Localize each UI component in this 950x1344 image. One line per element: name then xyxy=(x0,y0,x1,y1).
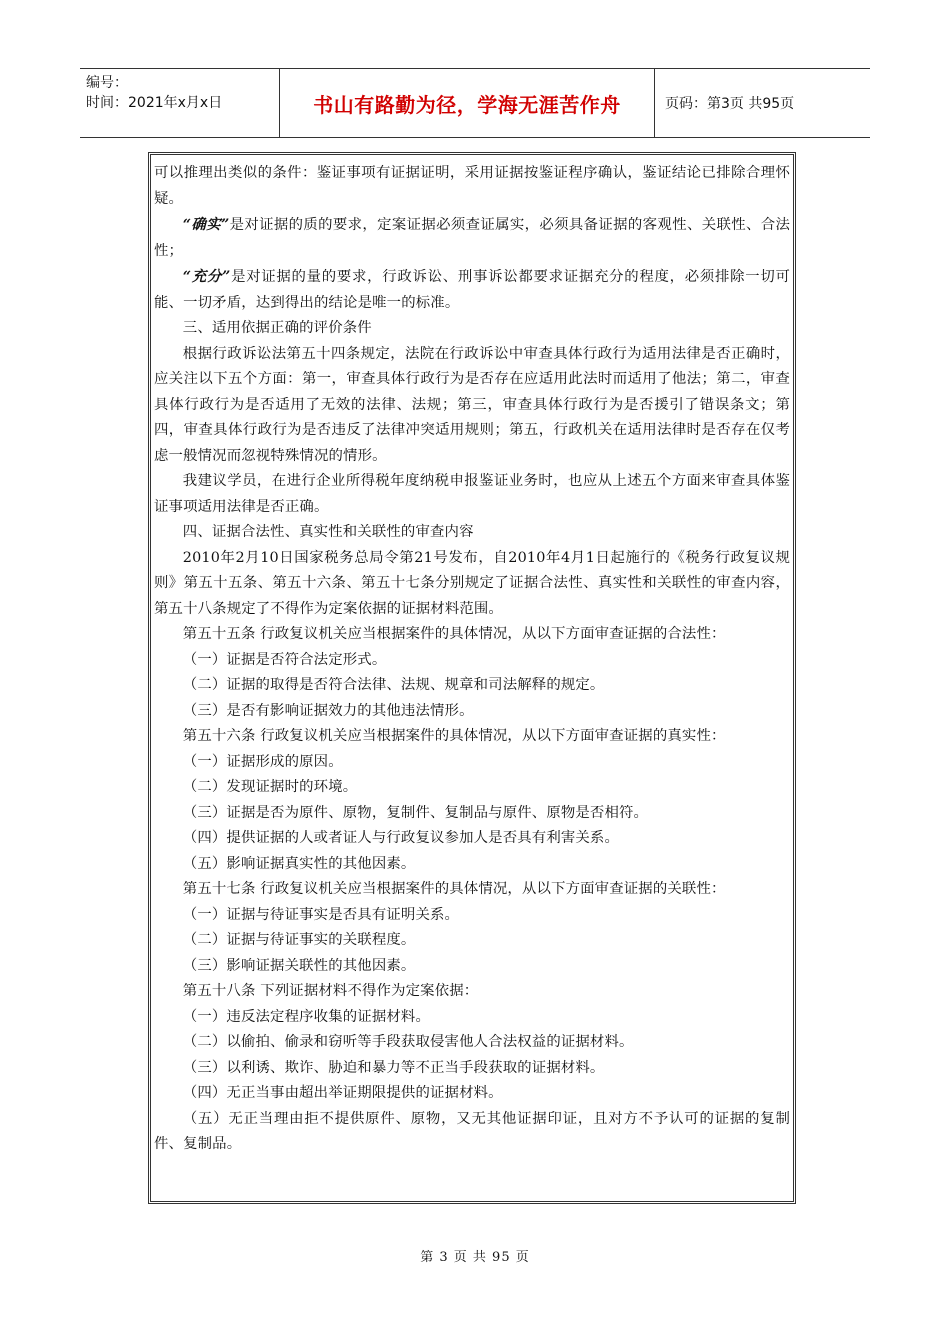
article-55: 第五十五条 行政复议机关应当根据案件的具体情况，从以下方面审查证据的合法性： xyxy=(182,626,726,642)
paragraph xyxy=(154,212,790,264)
list-item: （四）无正当事由超出举证期限提供的证据材料。 xyxy=(182,1085,503,1101)
list-item: （一）违反法定程序收集的证据材料。 xyxy=(182,1008,430,1025)
paragraph-text: 是对证据的量的要求，行政诉讼、刑事诉讼都要求证据充分的程度，必须排除一切可能、一切矛盾，达到得出的结论是唯一的标准。 xyxy=(154,269,790,311)
date-label: 时间：2021年x月x日 xyxy=(86,95,223,111)
term-queshi: “确实” xyxy=(182,216,230,233)
page-footer: 第 3 页 共 95 页 xyxy=(420,1250,530,1265)
list-item: （一）证据形成的原因。 xyxy=(182,753,343,770)
number-label: 编号： xyxy=(86,75,128,91)
page-header xyxy=(80,68,870,138)
list-item: （二）发现证据时的环境。 xyxy=(182,779,358,795)
list-item: （一）证据与待证事实是否具有证明关系。 xyxy=(182,906,460,923)
section-heading: 四、证据合法性、真实性和关联性的审查内容 xyxy=(182,524,474,540)
term-chongfen: “充分” xyxy=(182,268,231,285)
list-item: （二）以偷拍、偷录和窃听等手段获取侵害他人合法权益的证据材料。 xyxy=(182,1034,634,1050)
content-body xyxy=(154,161,790,1158)
list-item: （三）以利诱、欺诈、胁迫和暴力等不正当手段获取的证据材料。 xyxy=(182,1059,605,1076)
paragraph: 我建议学员，在进行企业所得税年度纳税申报鉴证业务时，也应从上述五个方面来审查具体鉴证事项适用法律是否正确。 xyxy=(154,473,790,515)
list-item: （三）是否有影响证据效力的其他违法情形。 xyxy=(182,702,474,719)
paragraph: 2010年2月10日国家税务总局令第21号发布，自2010年4月1日起施行的《税务行政复议规则》第五十五条、第五十六条、第五十七条分别规定了证据合法性、真实性和关联性的审查内容，第五十八条规定了不得作为定案依据的证据材料范围。 xyxy=(154,549,790,617)
content-box xyxy=(148,152,796,1204)
article-57: 第五十七条 行政复议机关应当根据案件的具体情况，从以下方面审查证据的关联性： xyxy=(182,881,726,897)
header-motto: 书山有路勤为径，学海无涯苦作舟 xyxy=(313,92,621,117)
paragraph: 可以推理出类似的条件：鉴证事项有证据证明，采用证据按鉴证程序确认，鉴证结论已排除合理怀疑。 xyxy=(154,165,790,207)
header-divider xyxy=(654,69,655,137)
list-item: （三）证据是否为原件、原物，复制件、复制品与原件、原物是否相符。 xyxy=(182,804,649,821)
list-item: （五）无正当理由拒不提供原件、原物，又无其他证据印证，且对方不予认可的证据的复制件、复制品。 xyxy=(154,1110,790,1152)
article-58: 第五十八条 下列证据材料不得作为定案依据： xyxy=(182,983,479,999)
list-item: （二）证据的取得是否符合法律、法规、规章和司法解释的规定。 xyxy=(182,677,605,693)
paragraph-text: 是对证据的质的要求，定案证据必须查证属实，必须具备证据的客观性、关联性、合法性； xyxy=(154,217,791,259)
article-56: 第五十六条 行政复议机关应当根据案件的具体情况，从以下方面审查证据的真实性： xyxy=(182,728,726,744)
paragraph: 根据行政诉讼法第五十四条规定，法院在行政诉讼中审查具体行政行为适用法律是否正确时，应关注以下五个方面：第一，审查具体行政行为是否存在应适用此法时而适用了他法；第二，审查具体行政行为是否适用了无效的法律、法规；第三，审查具体行政行为是否援引了错误条文；第四，审查具体行政行为是否违反了法律冲突适用规则；第五，行政机关在适用法律时是否存在仅考虑一般情况而忽视特殊情况的情形。 xyxy=(154,345,790,464)
header-page-info: 页码：第3页 共95页 xyxy=(665,96,795,112)
list-item: （四）提供证据的人或者证人与行政复议参加人是否具有利害关系。 xyxy=(182,830,620,846)
list-item: （一）证据是否符合法定形式。 xyxy=(182,651,387,668)
section-heading: 三、适用依据正确的评价条件 xyxy=(182,320,372,336)
list-item: （二）证据与待证事实的关联程度。 xyxy=(182,932,416,948)
list-item: （五）影响证据真实性的其他因素。 xyxy=(182,855,416,872)
list-item: （三）影响证据关联性的其他因素。 xyxy=(182,957,416,974)
paragraph xyxy=(154,264,790,316)
header-meta xyxy=(86,73,222,113)
